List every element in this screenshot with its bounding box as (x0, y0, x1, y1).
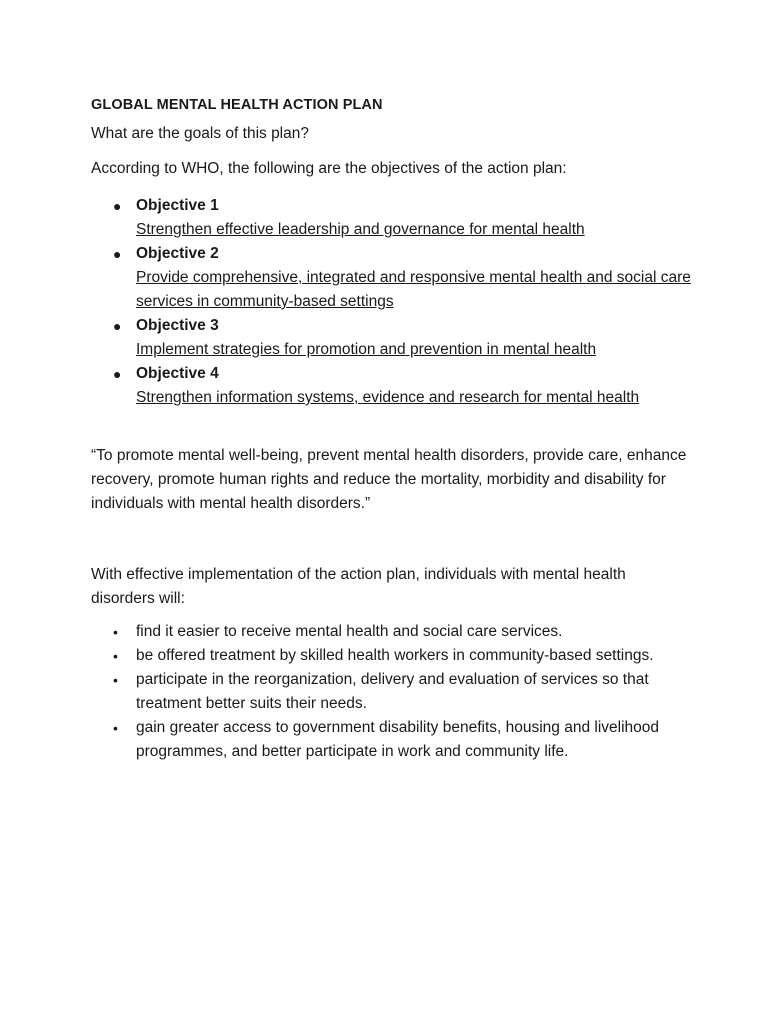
objective-item (91, 314, 691, 362)
objectives-intro: According to WHO, the following are the objectives of the action plan: (91, 160, 567, 177)
outcome-item (91, 716, 691, 764)
bullet-icon: ● (113, 366, 122, 382)
document-title: GLOBAL MENTAL HEALTH ACTION PLAN (91, 97, 383, 113)
objective-text: Strengthen effective leadership and governance for mental health (136, 221, 585, 238)
outcomes-list (91, 620, 691, 764)
objective-item (91, 242, 691, 314)
objective-text: Strengthen information systems, evidence and research for mental health (136, 389, 640, 406)
objective-label: Objective 3 (136, 317, 219, 334)
objective-label: Objective 2 (136, 245, 219, 262)
bullet-icon: • (113, 624, 118, 640)
objectives-list (91, 194, 691, 410)
outcomes-intro: With effective implementation of the action plan, individuals with mental health disorders will: (91, 566, 626, 607)
outcome-text: participate in the reorganization, delivery and evaluation of services so that treatment better suits their needs. (136, 671, 649, 712)
objective-label: Objective 4 (136, 365, 219, 382)
outcome-text: find it easier to receive mental health and social care services. (136, 623, 563, 640)
objective-item (91, 194, 691, 242)
outcome-text: gain greater access to government disability benefits, housing and livelihood programmes, and better participate in work and community life. (136, 719, 660, 760)
bullet-icon: ● (113, 318, 122, 334)
outcome-item (91, 620, 691, 644)
mission-quote: “To promote mental well-being, prevent mental health disorders, provide care, enhance recovery, promote human rights and reduce the mortality, morbidity and disability for individuals with mental health disorders.” (91, 447, 687, 512)
objective-item (91, 362, 691, 410)
objective-text: Implement strategies for promotion and prevention in mental health (136, 341, 597, 358)
bullet-icon: • (113, 648, 118, 664)
outcome-item (91, 644, 691, 668)
bullet-icon: ● (113, 198, 122, 214)
objective-label: Objective 1 (136, 197, 219, 214)
bullet-icon: ● (113, 246, 122, 262)
bullet-icon: • (113, 672, 118, 688)
outcome-text: be offered treatment by skilled health workers in community-based settings. (136, 647, 654, 664)
objective-text: Provide comprehensive, integrated and responsive mental health and social care services in community-based settings (136, 269, 691, 310)
document-page (91, 93, 691, 764)
outcome-item (91, 668, 691, 716)
goals-question: What are the goals of this plan? (91, 125, 309, 142)
bullet-icon: • (113, 720, 118, 736)
